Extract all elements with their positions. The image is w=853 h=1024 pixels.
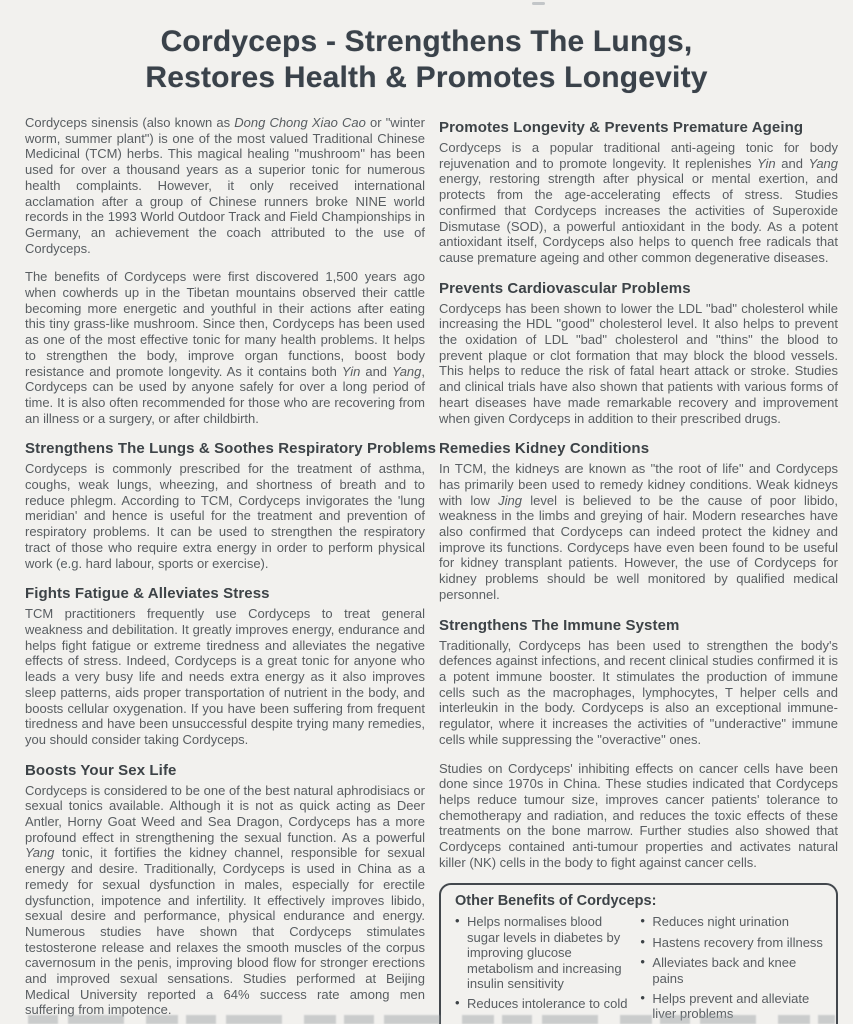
italic-term: Jing xyxy=(498,492,522,508)
italic-term: Dong Chong Xiao Cao xyxy=(234,115,366,130)
article-section xyxy=(25,115,425,256)
article-section xyxy=(25,269,425,426)
section-heading: Strengthens The Immune System xyxy=(439,616,680,634)
article-section xyxy=(25,439,437,571)
section-paragraph: The benefits of Cordyceps were first discovered 1,500 years ago when cowherds up in the Tibetan mountains observed their cattle becoming more energetic and youthful in their actions after eating this tiny grass-like mushroom. Since then, Cordyceps has been used as one of the most effective tonic for many health problems. It helps to strengthen the body, improve organ functions, boost body resistance and promote longevity. As it contains both Yin and Yang, Cordyceps can be used by anyone safely for over a long period of time. It is also often recommended for those who are recovering from an illness or a surgery, or after childbirth. xyxy=(25,269,426,426)
cutoff-text-artifact xyxy=(28,1015,835,1024)
section-paragraph: Cordyceps is commonly prescribed for the treatment of asthma, coughs, weak lungs, wheezing, and shortness of breath and to reduce phlegm. According to TCM, Cordyceps invigorates the 'lung meridian' and hence is useful for the treatment and prevention of respiratory problems. It can be used to strengthen the respiratory tract of those who require extra energy in order to perform physical work (e.g. hard labour, sports or exercise). xyxy=(25,461,425,571)
italic-term: Yang xyxy=(808,155,839,171)
article-section xyxy=(25,584,425,747)
italic-term: Yin xyxy=(341,363,361,379)
italic-term: Yang xyxy=(25,845,55,861)
section-heading: Promotes Longevity & Prevents Premature Ageing xyxy=(439,119,804,136)
benefit-item: • Reduces night urination xyxy=(640,914,824,929)
benefits-list-left xyxy=(455,914,628,1024)
benefit-item: • Hastens recovery from illness xyxy=(640,935,824,950)
page-title-line1: Cordyceps - Strengthens The Lungs, xyxy=(160,25,693,58)
benefits-list-right xyxy=(640,914,824,1024)
scan-artifact-dot xyxy=(532,2,545,5)
article-section xyxy=(439,279,838,427)
section-paragraph: In TCM, the kidneys are known as "the root of life" and Cordyceps has primarily been used to remedy kidney conditions. Weak kidneys with low Jing level is believed to be the cause of poor libido, weakness in the limbs and greying of hair. Modern researches have also confirmed that Cordyceps can indeed protect the kidney and improve its functions. Cordyceps have even been found to be useful for kidney transplant patients. However, the use of Cordyceps for kidney problems should be well monitored by qualified medical personnel. xyxy=(439,461,838,602)
benefit-item: • Alleviates back and knee pains xyxy=(640,955,824,986)
right-column xyxy=(439,115,838,1024)
section-paragraph: TCM practitioners frequently use Cordyceps to treat general weakness and debilitation. It greatly improves energy, endurance and helps fight fatigue or extreme tiredness and alleviates the negative effects of stress. Indeed, Cordyceps is a great tonic for anyone who leads a very busy life and needs extra energy as it also improves sleep patterns, aids proper transportation of nutrient in the body, and boosts cellular oxygenation. If you have been suffering from frequent tiredness and have been unsuccessful despite trying many remedies, you should consider taking Cordyceps. xyxy=(25,606,425,747)
italic-term: Yang xyxy=(391,363,422,379)
benefit-item: • Reduces intolerance to cold xyxy=(455,996,628,1011)
section-heading: Remedies Kidney Conditions xyxy=(439,440,650,458)
page-title xyxy=(0,0,853,96)
section-heading: Strengthens The Lungs & Soothes Respiratory Problems xyxy=(25,440,437,458)
benefits-box-columns xyxy=(455,914,824,1024)
benefit-item: • Helps prevent and alleviate liver problems xyxy=(640,991,824,1022)
section-paragraph: Traditionally, Cordyceps has been used to strengthen the body's defences against infections, and recent clinical studies confirmed it is a potent immune booster. It stimulates the production of immune cells such as the macrophages, lymphocytes, T helper cells and interleukin in the body. Cordyceps is also an exceptional immune-regulator, where it increases the activities of "underactive" immune cells while suppressing the "overactive" ones. xyxy=(439,637,838,747)
article-section xyxy=(439,616,838,748)
section-paragraph: Cordyceps is a popular traditional anti-ageing tonic for body rejuvenation and to promote longevity. It replenishes Yin and Yang energy, restoring strength after physical or mental exertion, and protects from the age-accelerating effects of stress. Studies confirmed that Cordyceps increases the activities of Superoxide Dismutase (SOD), a powerful antioxidant in the body. As a potent antioxidant itself, Cordyceps also helps to quench free radicals that cause premature ageing and other common degenerative diseases. xyxy=(439,140,839,265)
section-paragraph: Studies on Cordyceps' inhibiting effects on cancer cells have been done since 1970s in China. These studies indicated that Cordyceps helps reduce tumour size, improves cancer patients' tolerance to chemotherapy and radiation, and reduces the toxic effects of these treatments on the bone marrow. Further studies also showed that Cordyceps contained anti-tumour properties and activates natural killer (NK) cells in the body to fight against cancer cells. xyxy=(439,760,838,870)
benefits-box-title: Other Benefits of Cordyceps: xyxy=(455,893,657,910)
section-paragraph: Cordyceps is considered to be one of the best natural aphrodisiacs or sexual tonics available. Although it is not as quick acting as Deer Antler, Horny Goat Weed and Sea Dragon, Cordyceps has a more profound effect in strengthening the sexual function. As a powerful Yang tonic, it fortifies the kidney channel, responsible for sexual energy and desire. Traditionally, Cordyceps is used in China as a remedy for sexual dysfunction in males, especially for erectile dysfunction, impotence and infertility. It effectively improves libido, sexual desire and performance, physical endurance and energy. Numerous studies have shown that Cordyceps stimulates testosterone release and relaxes the smooth muscles of the corpus cavernosum in the penis, improving blood flow for stronger erections and improved sexual sensations. Studies performed at Beijing Medical University reported a 64% success rate among men suffering from impotence. xyxy=(25,782,425,1018)
section-paragraph: Cordyceps sinensis (also known as Dong Chong Xiao Cao or "winter worm, summer plant") is one of the most valued Traditional Chinese Medicinal (TCM) herbs. This magical healing "mushroom" has been used for over a thousand years as a superior tonic for numerous health complaints. However, it only received international acclamation after a group of Chinese runners broke NINE world records in the 1993 World Outdoor Track and Field Championships in Germany, an achievement the coach attributed to the use of Cordyceps. xyxy=(25,115,425,256)
right-column-sections xyxy=(439,118,838,870)
benefit-item: • Helps normalises blood sugar levels in diabetes by improving glucose metabolism and increasing insulin sensitivity xyxy=(455,914,628,991)
section-heading: Prevents Cardiovascular Problems xyxy=(439,279,691,297)
other-benefits-box xyxy=(439,883,838,1024)
page-title-line2: Restores Health & Promotes Longevity xyxy=(145,61,708,94)
article-section xyxy=(439,439,838,602)
article-section xyxy=(25,761,425,1019)
section-heading: Fights Fatigue & Alleviates Stress xyxy=(25,585,270,603)
section-paragraph: Cordyceps has been shown to lower the LDL "bad" cholesterol while increasing the HDL "good" cholesterol level. It also helps to prevent the oxidation of LDL "bad" cholesterol and "thins" the blood to prevent plaque or clot formation that may block the blood vessels. This helps to reduce the risk of fatal heart attack or stroke. Studies and clinical trials have also shown that patients with various forms of heart diseases have made remarkable recovery and improvement when given Cordyceps in addition to their prescribed drugs. xyxy=(439,300,838,426)
left-column xyxy=(25,115,437,1024)
article-columns xyxy=(0,96,853,1024)
section-heading: Boosts Your Sex Life xyxy=(25,761,177,779)
italic-term: Yin xyxy=(757,155,776,171)
article-section xyxy=(439,761,838,871)
article-section xyxy=(439,118,838,266)
